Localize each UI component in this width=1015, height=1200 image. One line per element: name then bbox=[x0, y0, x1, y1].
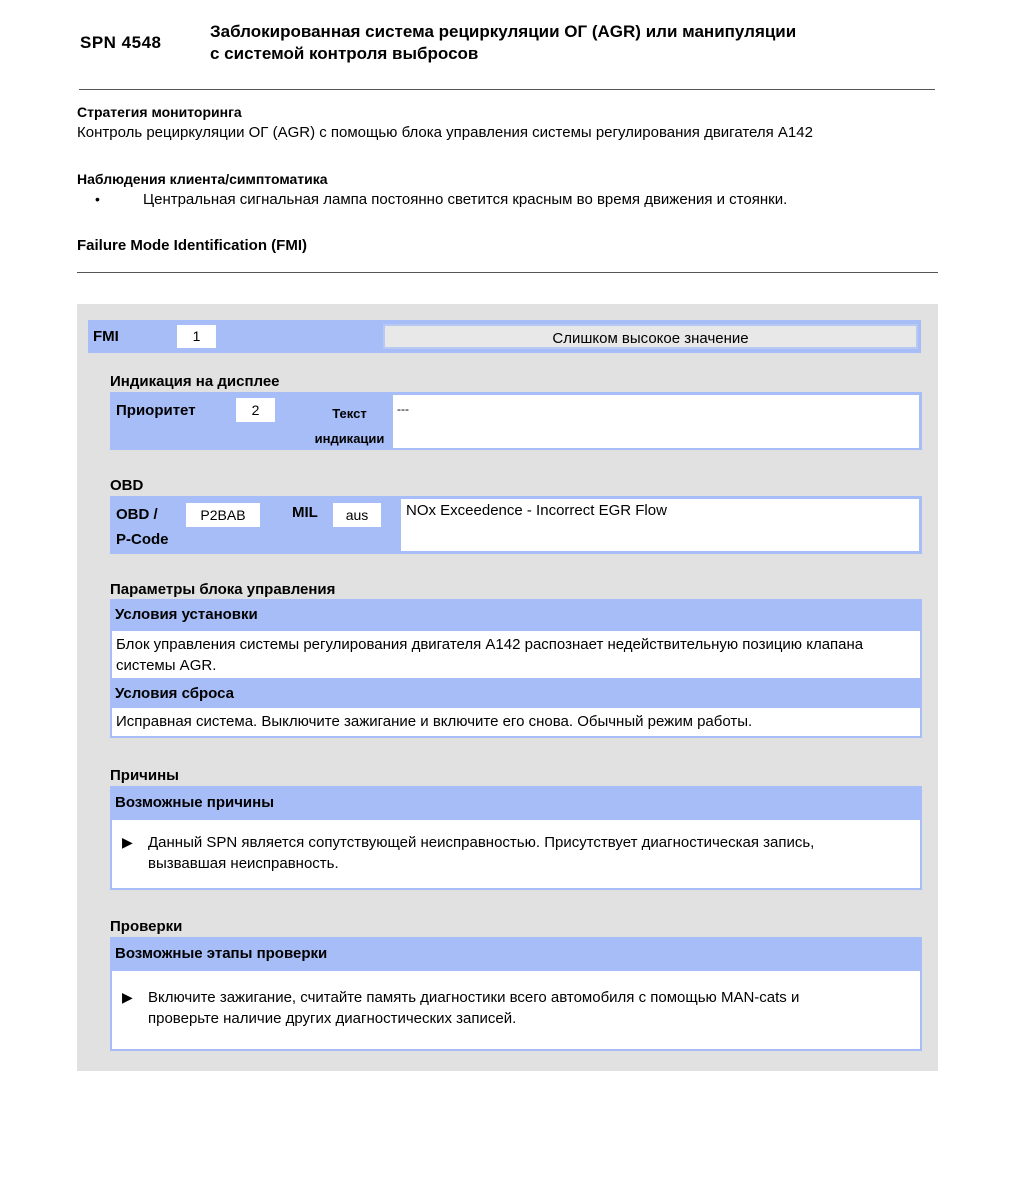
display-text-field bbox=[393, 395, 919, 448]
display-text-label-line-2: индикации bbox=[314, 431, 385, 446]
checks-heading: Проверки bbox=[110, 918, 183, 935]
page-title bbox=[210, 21, 930, 65]
checks-block bbox=[110, 937, 922, 1051]
header-divider bbox=[79, 89, 935, 90]
fmi-label: FMI bbox=[93, 328, 119, 345]
display-heading: Индикация на дисплее bbox=[110, 373, 280, 390]
obd-description: NOx Exceedence - Incorrect EGR Flow bbox=[406, 502, 667, 519]
causes-block bbox=[110, 786, 922, 890]
params-heading: Параметры блока управления bbox=[110, 581, 336, 598]
causes-heading: Причины bbox=[110, 767, 179, 784]
params-block bbox=[110, 599, 922, 738]
symptom-item: Центральная сигнальная лампа постоянно светится красным во время движения и стоянки. bbox=[143, 191, 788, 208]
display-text-label-line-1: Текст bbox=[332, 406, 367, 421]
obd-code-label bbox=[116, 502, 169, 552]
obd-heading: OBD bbox=[110, 477, 144, 494]
checks-list bbox=[112, 971, 920, 1049]
mil-value: aus bbox=[333, 503, 381, 527]
monitoring-text: Контроль рециркуляции ОГ (AGR) с помощью блока управления системы регулирования двигателя А142 bbox=[77, 124, 813, 141]
possible-causes-label: Возможные причины bbox=[115, 794, 275, 811]
possible-checks-label: Возможные этапы проверки bbox=[115, 945, 328, 962]
reset-conditions-text: Исправная система. Выключите зажигание и включите его снова. Обычный режим работы. bbox=[112, 708, 920, 736]
check-text: Включите зажигание, считайте память диагностики всего автомобиля с помощью MAN-cats и проверьте наличие других диагностических записей. bbox=[148, 989, 800, 1027]
triangle-bullet-icon: ▶ bbox=[122, 834, 133, 850]
triangle-bullet-icon: ▶ bbox=[122, 989, 133, 1005]
monitoring-label: Стратегия мониторинга bbox=[77, 104, 242, 120]
mil-label: MIL bbox=[292, 504, 318, 521]
fmi-description: Слишком высокое значение bbox=[383, 324, 918, 349]
bullet-icon: • bbox=[95, 191, 100, 207]
fmi-divider bbox=[77, 272, 938, 273]
title-line-2: с системой контроля выбросов bbox=[210, 44, 479, 63]
priority-label: Приоритет bbox=[116, 402, 196, 419]
cause-text: Данный SPN является сопутствующей неисправностью. Присутствует диагностическая запись, вызвавшая неисправность. bbox=[148, 834, 815, 872]
obd-code-label-line-1: OBD / bbox=[116, 506, 158, 523]
set-conditions-label: Условия установки bbox=[115, 606, 258, 623]
reset-conditions-label: Условия сброса bbox=[115, 685, 234, 702]
cause-item bbox=[116, 832, 916, 874]
check-item bbox=[116, 987, 916, 1029]
spn-code: SPN 4548 bbox=[80, 33, 162, 52]
symptoms-label: Наблюдения клиента/симптоматика bbox=[77, 171, 328, 187]
obd-code-value: P2BAB bbox=[186, 503, 260, 527]
causes-list bbox=[112, 820, 920, 888]
fmi-value: 1 bbox=[177, 325, 216, 348]
fmi-section-label: Failure Mode Identification (FMI) bbox=[77, 237, 307, 254]
priority-value: 2 bbox=[236, 398, 275, 422]
title-line-1: Заблокированная система рециркуляции ОГ (AGR) или манипуляции bbox=[210, 22, 797, 41]
display-text-value: --- bbox=[397, 402, 409, 416]
set-conditions-text: Блок управления системы регулирования двигателя А142 распознает недействительную позицию клапана системы AGR. bbox=[112, 631, 920, 678]
display-text-label bbox=[312, 401, 387, 451]
obd-code-label-line-2: P-Code bbox=[116, 531, 169, 548]
